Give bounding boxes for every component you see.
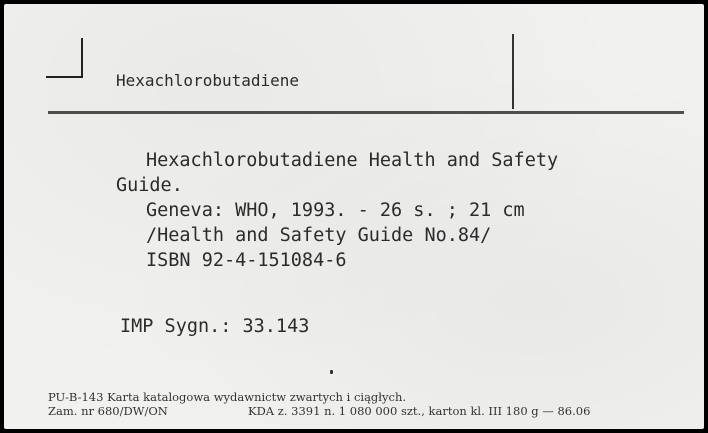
heading-divider [512, 34, 514, 109]
corner-mark-vertical [81, 38, 83, 78]
ink-dot [330, 370, 333, 374]
isbn-line: ISBN 92-4-151084-6 [146, 250, 347, 271]
corner-mark-horizontal [46, 76, 83, 78]
series-line: /Health and Safety Guide No.84/ [146, 225, 492, 246]
catalog-card [4, 4, 704, 429]
horizontal-rule [48, 111, 684, 114]
footer-print-info: KDA z. 3391 n. 1 080 000 szt., karton kl. III 180 g — 86.06 [248, 404, 591, 418]
card-heading: Hexachlorobutadiene [116, 71, 300, 90]
footer-order-number: Zam. nr 680/DW/ON [48, 404, 168, 418]
footer-line-1: PU-B-143 Karta katalogowa wydawnictw zwartych i ciągłych. [48, 390, 407, 404]
call-number: IMP Sygn.: 33.143 [120, 316, 310, 337]
imprint-line: Geneva: WHO, 1993. - 26 s. ; 21 cm [146, 200, 525, 221]
title-line-2: Guide. [116, 175, 183, 196]
title-line-1: Hexachlorobutadiene Health and Safety [146, 150, 559, 171]
